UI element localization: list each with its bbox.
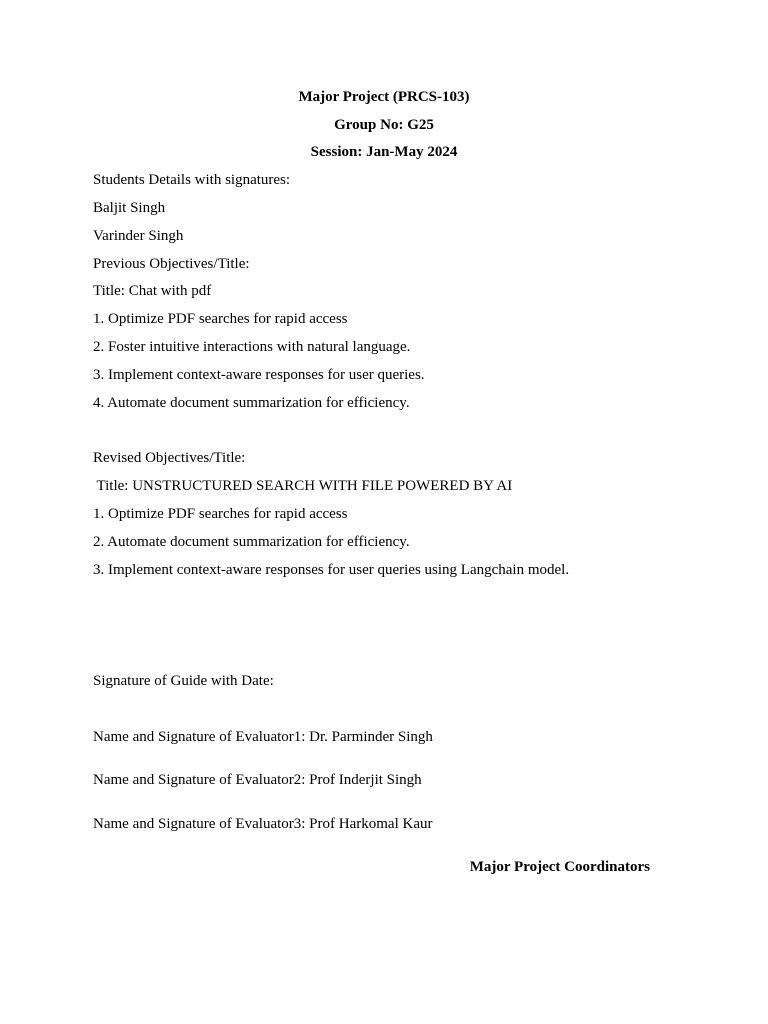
revised-title: Title: UNSTRUCTURED SEARCH WITH FILE POWERED BY AI — [93, 478, 513, 494]
previous-objectives-label: Previous Objectives/Title: — [93, 256, 250, 272]
revised-objectives-label: Revised Objectives/Title: — [93, 450, 246, 466]
revised-objective-item: 3. Implement context-aware responses for user queries using Langchain model. — [93, 562, 570, 578]
revised-objective-item: 1. Optimize PDF searches for rapid access — [93, 506, 348, 522]
revised-objective-item: 2. Automate document summarization for efficiency. — [93, 534, 410, 550]
previous-objective-item: 1. Optimize PDF searches for rapid access — [93, 311, 348, 327]
previous-title: Title: Chat with pdf — [93, 283, 212, 299]
evaluator-signature-line: Name and Signature of Evaluator2: Prof Inderjit Singh — [93, 772, 422, 788]
student-name: Varinder Singh — [93, 228, 184, 244]
group-number: Group No: G25 — [334, 117, 434, 133]
session-line: Session: Jan-May 2024 — [310, 144, 458, 160]
student-name: Baljit Singh — [93, 200, 166, 216]
evaluator-signature-line: Name and Signature of Evaluator3: Prof Harkomal Kaur — [93, 816, 433, 832]
project-heading: Major Project (PRCS-103) — [298, 89, 470, 105]
students-label: Students Details with signatures: — [93, 172, 291, 188]
guide-signature-line: Signature of Guide with Date: — [93, 673, 274, 689]
evaluator-signature-line: Name and Signature of Evaluator1: Dr. Parminder Singh — [93, 729, 433, 745]
previous-objective-item: 2. Foster intuitive interactions with natural language. — [93, 339, 411, 355]
coordinators-label: Major Project Coordinators — [469, 859, 650, 875]
previous-objective-item: 4. Automate document summarization for efficiency. — [93, 395, 410, 411]
previous-objective-item: 3. Implement context-aware responses for user queries. — [93, 367, 425, 383]
